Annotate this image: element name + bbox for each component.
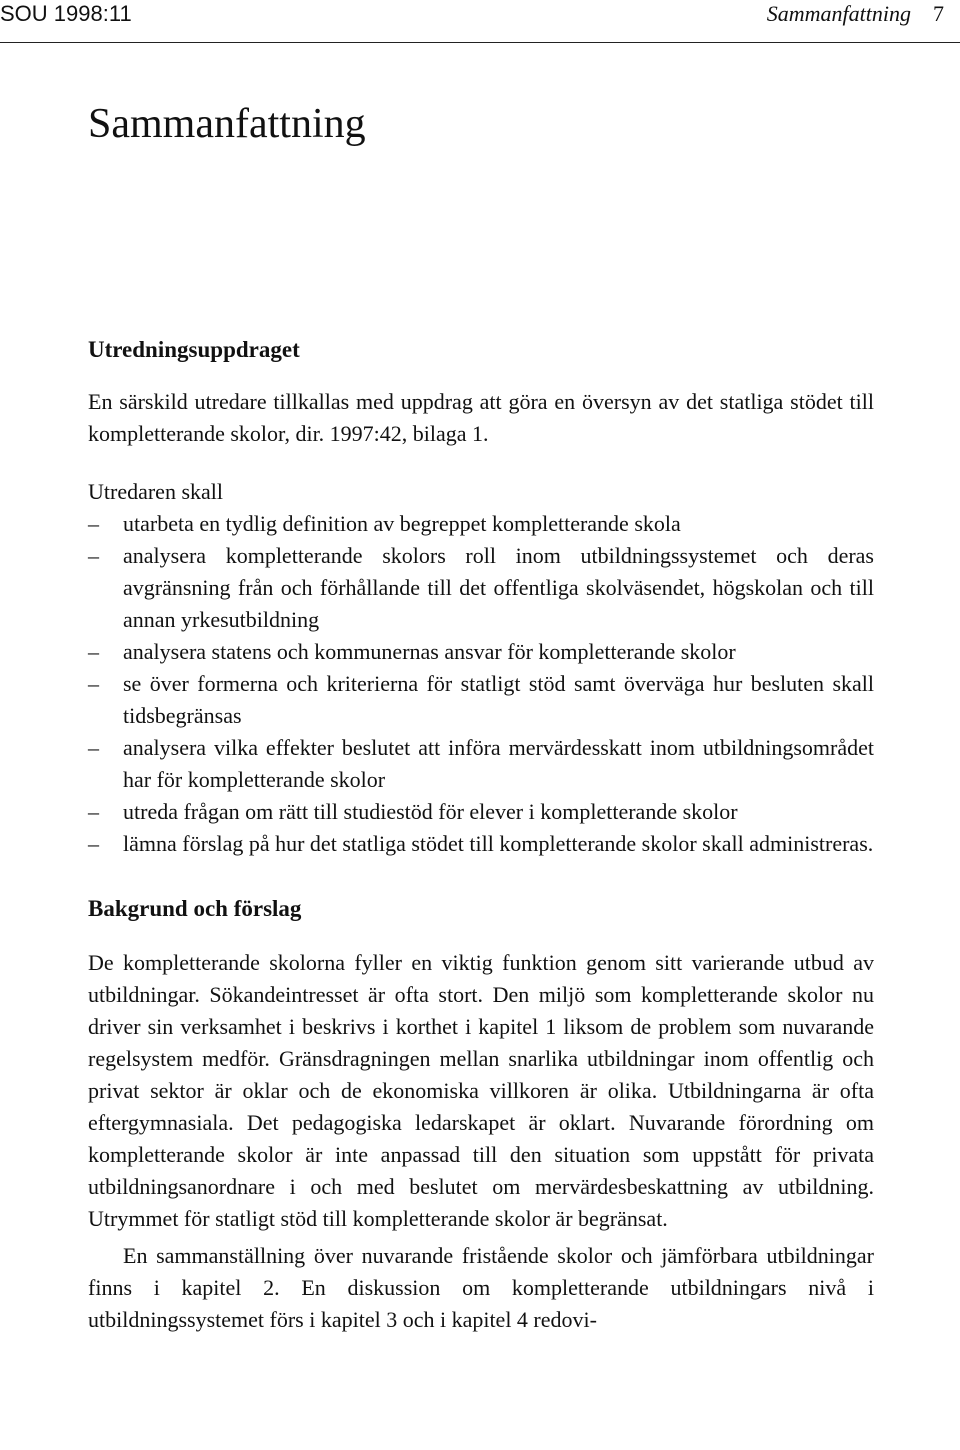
document-id: SOU 1998:11 [0,1,132,26]
list-item-text: lämna förslag på hur det statliga stödet till kompletterande skolor skall administreras. [123,831,874,856]
section-name: Sammanfattning [766,1,911,26]
running-header [0,0,960,43]
body-content [88,334,874,1336]
list-item-text: utarbeta en tydlig definition av begreppet kompletterande skola [123,511,681,536]
list-item [88,668,874,732]
list-item [88,732,874,796]
assignment-lead: Utredaren skall [88,479,223,504]
dash-bullet: – [88,671,99,696]
dash-bullet: – [88,639,99,664]
chapter-title: Sammanfattning [88,101,366,147]
list-item-text: analysera kompletterande skolors roll inom utbildningssystemet och deras avgränsning från och förhållande till det offentliga skolväsendet, högskolan och till annan yrkesutbildning [123,543,874,632]
list-item-text: analysera statens och kommunernas ansvar för kompletterande skolor [123,639,736,664]
list-item-text: utreda frågan om rätt till studiestöd för elever i kompletterande skolor [123,799,738,824]
assignment-intro: En särskild utredare tillkallas med uppdrag att göra en översyn av det statliga stödet till kompletterande skolor, dir. 1997:42, bilaga 1. [88,389,874,446]
dash-bullet: – [88,799,99,824]
assignment-list [88,508,874,860]
list-item [88,540,874,636]
dash-bullet: – [88,735,99,760]
list-item [88,636,874,668]
list-item-text: analysera vilka effekter beslutet att införa mervärdesskatt inom utbildningsområdet har för kompletterande skolor [123,735,874,792]
page-number: 7 [933,1,944,26]
background-paragraph-1: De kompletterande skolorna fyller en viktig funktion genom sitt varierande utbud av utbildningar. Sökandeintresset är ofta stort. Den miljö som kompletterande skolor nu driver sin verksamhet i beskrivs i korthet i kapitel 1 liksom de problem som nuvarande regelsystem medför. Gränsdragningen mellan snarlika utbildningar inom offentlig och privat sektor är oklar och de ekonomiska villkoren är olika. Utbildningarna är ofta eftergymnasiala. Det pedagogiska ledarskapet är oklart. Nuvarande förordning om kompletterande skolor är inte anpassad till den situation som uppstått för privata utbildningsanordnare i och med beslutet om mervärdesbeskattning av utbildning. Utrymmet för statligt stöd till kompletterande skolor är begränsat. [88,950,874,1231]
dash-bullet: – [88,543,99,568]
section-heading-bakgrund: Bakgrund och förslag [88,896,302,921]
section-heading-utredningsuppdraget: Utredningsuppdraget [88,337,300,362]
dash-bullet: – [88,831,99,856]
dash-bullet: – [88,511,99,536]
background-paragraph-2: En sammanställning över nuvarande fristående skolor och jämförbara utbildningar finns i kapitel 2. En diskussion om kompletterande utbildningars nivå i utbildningssystemet förs i kapitel 3 och i kapitel 4 redovi- [88,1243,874,1332]
list-item [88,796,874,828]
list-item [88,508,874,540]
list-item [88,828,874,860]
list-item-text: se över formerna och kriterierna för statligt stöd samt överväga hur besluten skall tidsbegränsas [123,671,874,728]
running-header-right [767,0,944,28]
